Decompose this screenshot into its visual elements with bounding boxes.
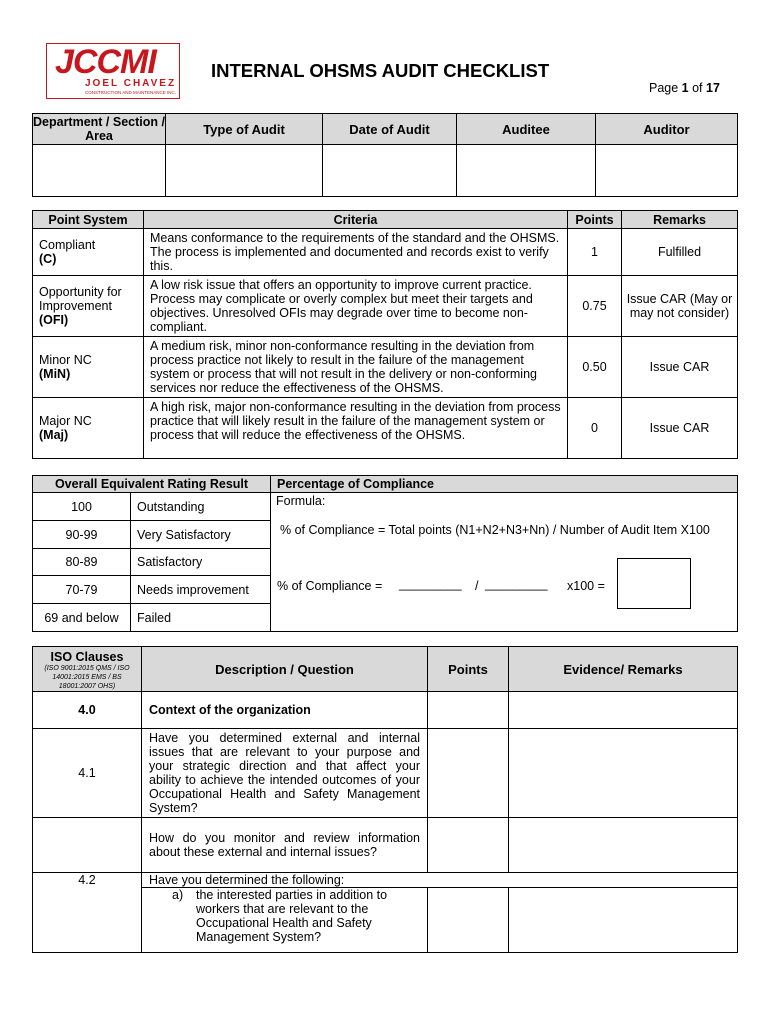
points-value: 0 (568, 398, 622, 459)
points-field[interactable] (428, 692, 509, 729)
points-value: 0.50 (568, 337, 622, 398)
calc-slash: / (475, 579, 479, 593)
question-text: How do you monitor and review information about these external and internal issues? (142, 818, 428, 873)
audit-info-table (32, 113, 738, 197)
auditor-field[interactable] (596, 145, 738, 197)
criteria-text: A low risk issue that offers an opportunity to improve current practice. Process may complicate or overly complex but meet their targets and objectives. Unresolved OFIs may degrade over time to become non-compliant. (144, 276, 568, 337)
formula-text: % of Compliance = Total points (N1+N2+N3+Nn) / Number of Audit Item X100 (280, 523, 710, 537)
rating-range: 69 and below (33, 604, 131, 632)
clause-number (33, 818, 142, 873)
col-criteria: Criteria (144, 211, 568, 229)
formula-cell (271, 493, 738, 632)
evidence-field[interactable] (509, 818, 738, 873)
checklist-table (32, 646, 738, 953)
rating-label: Satisfactory (131, 549, 271, 576)
col-evidence: Evidence/ Remarks (509, 647, 738, 692)
question-text: Context of the organization (142, 692, 428, 729)
col-point-system: Point System (33, 211, 144, 229)
rating-label: Outstanding (131, 493, 271, 521)
table-row (33, 337, 738, 398)
point-system-table (32, 210, 738, 459)
logo-subtitle: CONSTRUCTION AND MAINTENANCE INC. (85, 90, 177, 95)
col-iso-clauses (33, 647, 142, 692)
rating-range: 80-89 (33, 549, 131, 576)
calc-blank-denominator[interactable]: _________ (485, 577, 548, 591)
calc-label: % of Compliance = (277, 579, 383, 593)
page-current: 1 (681, 81, 689, 95)
col-percentage-compliance: Percentage of Compliance (271, 476, 738, 493)
points-field[interactable] (428, 818, 509, 873)
calc-multiplier: x100 = (567, 579, 605, 593)
points-value: 0.75 (568, 276, 622, 337)
rating-table (32, 475, 738, 632)
calc-blank-numerator[interactable]: _________ (399, 577, 462, 591)
point-name: Major NC (39, 414, 92, 428)
remarks-value: Issue CAR (622, 398, 738, 459)
col-auditor: Auditor (596, 114, 738, 145)
rating-row (33, 493, 738, 521)
department-field[interactable] (33, 145, 166, 197)
sub-question (142, 888, 428, 953)
iso-clauses-subtitle: (ISO 9001:2015 QMS / ISO 14001:2015 EMS / BS 18001:2007 OHS) (44, 664, 130, 690)
points-field[interactable] (428, 729, 509, 818)
question-text: Have you determined the following: (142, 873, 738, 888)
point-code: (Maj) (39, 428, 69, 442)
remarks-value: Issue CAR (622, 337, 738, 398)
company-logo (46, 43, 180, 99)
question-text: Have you determined external and internal issues that are relevant to your purpose and your strategic direction and that affect your ability to achieve the intended outcomes of your Occupational Health and Safety Management System? (142, 729, 428, 818)
col-type-of-audit: Type of Audit (166, 114, 323, 145)
table-row (33, 873, 738, 888)
page-total: 17 (706, 81, 720, 95)
point-code: (OFI) (39, 313, 69, 327)
auditee-field[interactable] (457, 145, 596, 197)
rating-range: 100 (33, 493, 131, 521)
date-of-audit-field[interactable] (323, 145, 457, 197)
point-name: Compliant (39, 238, 96, 252)
criteria-text: A medium risk, minor non-conformance resulting in the deviation from process practice not likely to result in the failure of the management system or process that will not result in the delivery or non-conforming services nor reduce the effectiveness of the OHSMS. (144, 337, 568, 398)
clause-number: 4.0 (33, 692, 142, 729)
rating-label: Very Satisfactory (131, 521, 271, 549)
col-date-of-audit: Date of Audit (323, 114, 457, 145)
col-remarks: Remarks (622, 211, 738, 229)
result-box[interactable] (617, 558, 691, 609)
sub-marker: a) (172, 888, 184, 902)
iso-clauses-title: ISO Clauses (50, 649, 124, 664)
type-of-audit-field[interactable] (166, 145, 323, 197)
formula-label: Formula: (276, 494, 326, 508)
col-points: Points (568, 211, 622, 229)
page-title: INTERNAL OHSMS AUDIT CHECKLIST (211, 60, 550, 81)
point-name: Minor NC (39, 353, 92, 367)
col-department: Department / Section / Area (33, 115, 165, 143)
table-row (33, 276, 738, 337)
page-of: of (688, 81, 706, 95)
evidence-field[interactable] (509, 729, 738, 818)
rating-label: Failed (131, 604, 271, 632)
page-prefix: Page (649, 81, 682, 95)
point-code: (MiN) (39, 367, 71, 381)
table-row (33, 692, 738, 729)
points-value: 1 (568, 229, 622, 276)
logo-mark: JCCMI (55, 43, 156, 81)
table-row (33, 229, 738, 276)
table-row (33, 818, 738, 873)
criteria-text: A high risk, major non-conformance resulting in the deviation from process practice that will likely result in the failure of the management system or process that will reduce the effectiveness of the OHSMS. (144, 398, 568, 459)
table-row (33, 398, 738, 459)
point-name: Opportunity for Improvement (39, 285, 122, 313)
points-field[interactable] (428, 888, 509, 953)
rating-range: 70-79 (33, 576, 131, 604)
table-row (33, 729, 738, 818)
remarks-value: Issue CAR (May or may not consider) (622, 276, 738, 337)
remarks-value: Fulfilled (622, 229, 738, 276)
clause-number: 4.2 (33, 873, 142, 953)
evidence-field[interactable] (509, 888, 738, 953)
col-points: Points (428, 647, 509, 692)
logo-name: JOEL CHAVEZ (85, 78, 177, 89)
rating-label: Needs improvement (131, 576, 271, 604)
col-auditee: Auditee (457, 114, 596, 145)
col-description: Description / Question (142, 647, 428, 692)
col-overall-rating: Overall Equivalent Rating Result (33, 476, 271, 493)
clause-number: 4.1 (33, 729, 142, 818)
sub-question-text: the interested parties in addition to workers that are relevant to the Occupational Health and Safety Management System? (196, 888, 388, 944)
evidence-field[interactable] (509, 692, 738, 729)
point-code: (C) (39, 252, 57, 266)
rating-range: 90-99 (33, 521, 131, 549)
criteria-text: Means conformance to the requirements of the standard and the OHSMS. The process is implemented and documented and records exist to verify this. (144, 229, 568, 276)
page-number (649, 81, 720, 95)
